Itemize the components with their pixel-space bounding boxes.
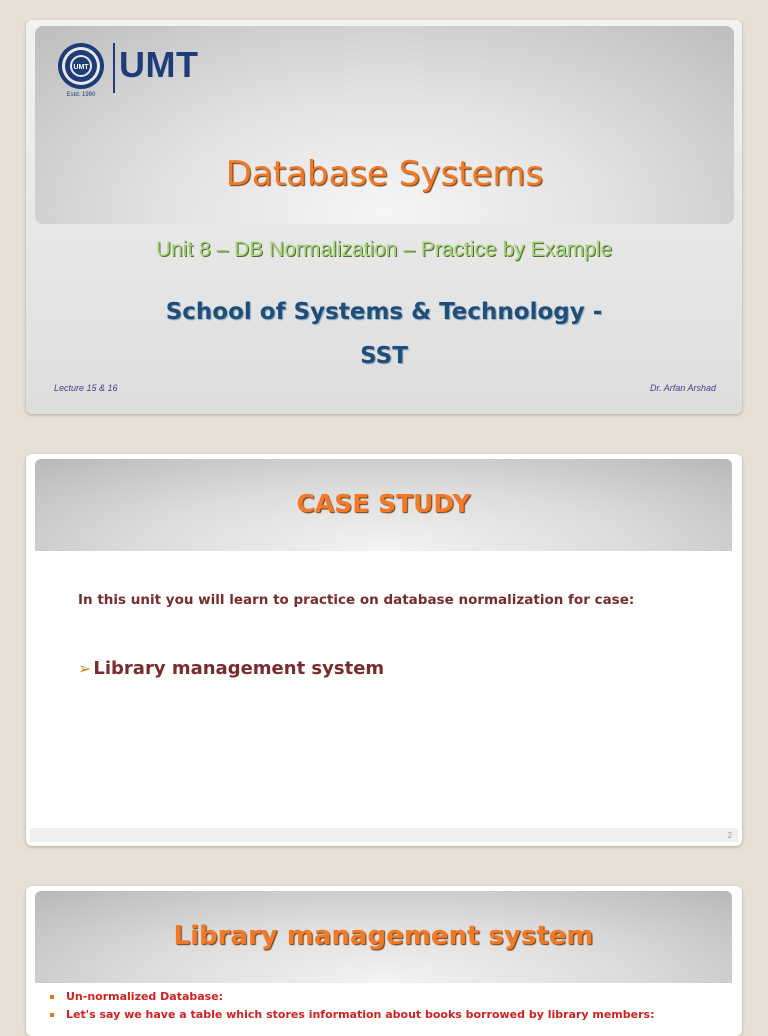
- page-number: 2: [727, 831, 732, 840]
- slide-title: CASE STUDY: [296, 489, 471, 518]
- list-item: [48, 1006, 654, 1024]
- case-study-header: [35, 459, 732, 551]
- library-header: [35, 891, 732, 983]
- slide-footer-bar: [30, 828, 738, 842]
- bullet-list: [48, 988, 654, 1024]
- seal-label: UMT: [73, 64, 89, 71]
- list-item-text: Let's say we have a table which stores information about books borrowed by library members:: [66, 1008, 655, 1021]
- list-item-text: Un-normalized Database:: [66, 990, 224, 1003]
- unit-subtitle: Unit 8 – DB Normalization – Practice by Example: [155, 238, 613, 261]
- slide-title: Library management system: [173, 921, 594, 951]
- bullet-text: Library management system: [93, 658, 385, 679]
- arrow-bullet-icon: ➢: [78, 659, 92, 678]
- title-slide-header: [35, 26, 734, 224]
- case-study-slide: [26, 454, 742, 846]
- lecture-label: Lecture 15 & 16: [54, 383, 118, 393]
- logo-established: Estd. 1990: [66, 92, 96, 98]
- square-bullet-icon: [50, 995, 54, 999]
- school-name: [26, 290, 742, 378]
- logo-divider: [113, 43, 115, 93]
- umt-seal-icon: [57, 42, 105, 90]
- library-slide: [26, 886, 742, 1036]
- school-line-2: SST: [360, 343, 408, 369]
- bullet-item: [78, 658, 384, 679]
- intro-text: In this unit you will learn to practice on database normalization for case:: [78, 592, 635, 608]
- school-line-1: School of Systems & Technology -: [165, 299, 603, 325]
- title-slide: [26, 20, 742, 414]
- square-bullet-icon: [50, 1013, 54, 1017]
- list-item: [48, 988, 654, 1006]
- author-label: Dr. Arfan Arshad: [649, 383, 716, 393]
- slide-title: Database Systems: [225, 154, 544, 194]
- logo-text: UMT: [119, 44, 199, 85]
